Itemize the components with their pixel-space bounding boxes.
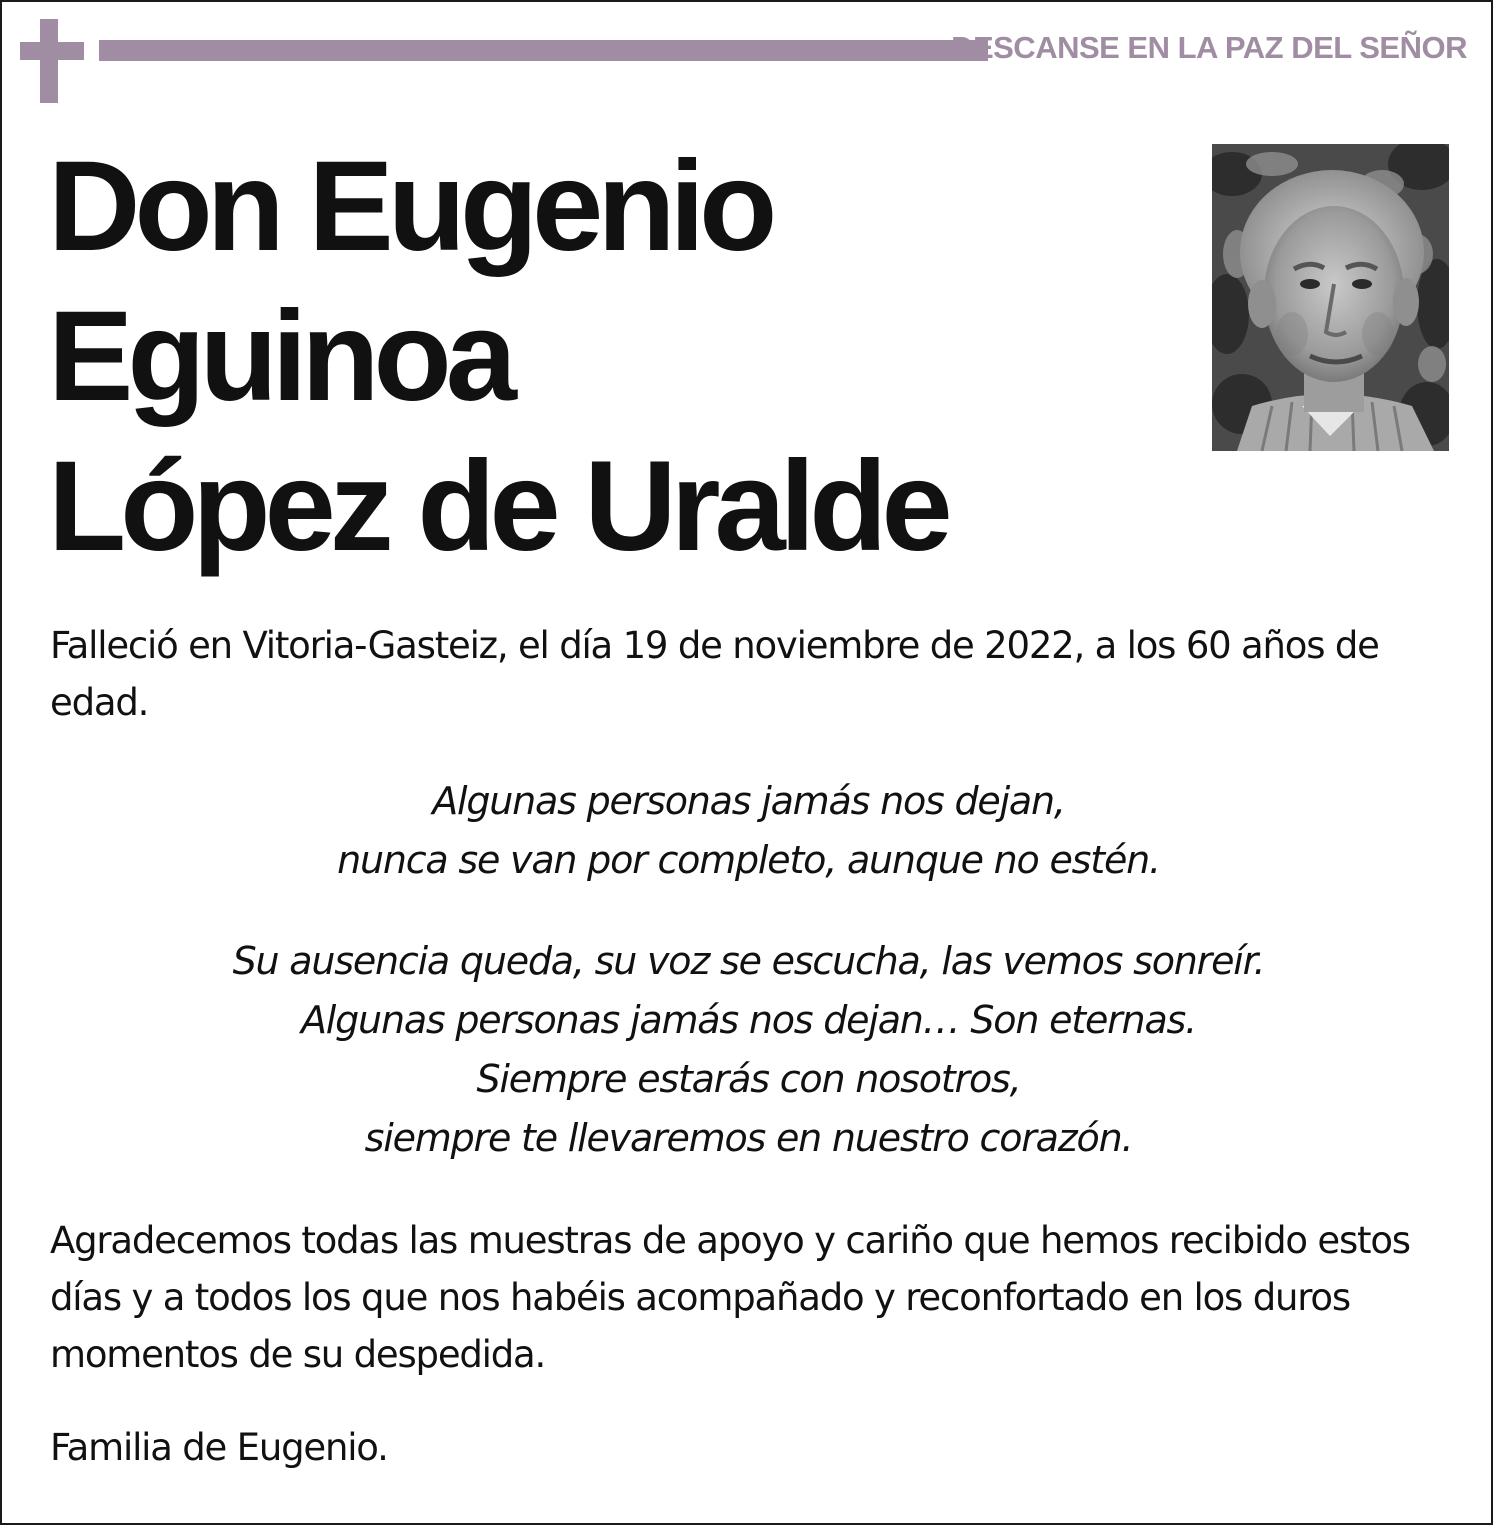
header-motto: DESCANSE EN LA PAZ DEL SEÑOR — [951, 30, 1467, 65]
poem-line: Siempre estarás con nosotros, — [476, 1057, 1021, 1101]
thanks-message: Agradecemos todas las muestras de apoyo y cariño que hemos recibido estos días y a todos los que nos habéis acompañado y reconfortado en los duros momentos de su despedida. — [50, 1219, 1410, 1376]
cross-vertical-bar — [40, 19, 58, 103]
family-signature: Familia de Eugenio. — [50, 1426, 388, 1469]
name-line-3: López de Uralde — [48, 435, 947, 578]
portrait-photo — [1212, 144, 1449, 451]
poem-stanza-2 — [2, 932, 1495, 1168]
cross-horizontal-bar — [20, 42, 84, 60]
poem-line: nunca se van por completo, aunque no estén. — [337, 838, 1160, 882]
deceased-name — [48, 132, 1178, 582]
poem-stanza-1 — [2, 772, 1495, 890]
poem-line: Algunas personas jamás nos dejan, — [432, 779, 1065, 823]
poem-line: Algunas personas jamás nos dejan… Son eternas. — [300, 998, 1197, 1042]
death-info: Falleció en Vitoria-Gasteiz, el día 19 de noviembre de 2022, a los 60 años de edad. — [50, 624, 1379, 724]
poem-line: Su ausencia queda, su voz se escucha, las vemos sonreír. — [232, 939, 1265, 983]
header-bar — [99, 40, 988, 61]
name-line-2: Eguinoa — [48, 285, 511, 428]
poem-line: siempre te llevaremos en nuestro corazón. — [364, 1116, 1133, 1160]
name-line-1: Don Eugenio — [48, 135, 772, 278]
cross-icon — [20, 19, 84, 103]
